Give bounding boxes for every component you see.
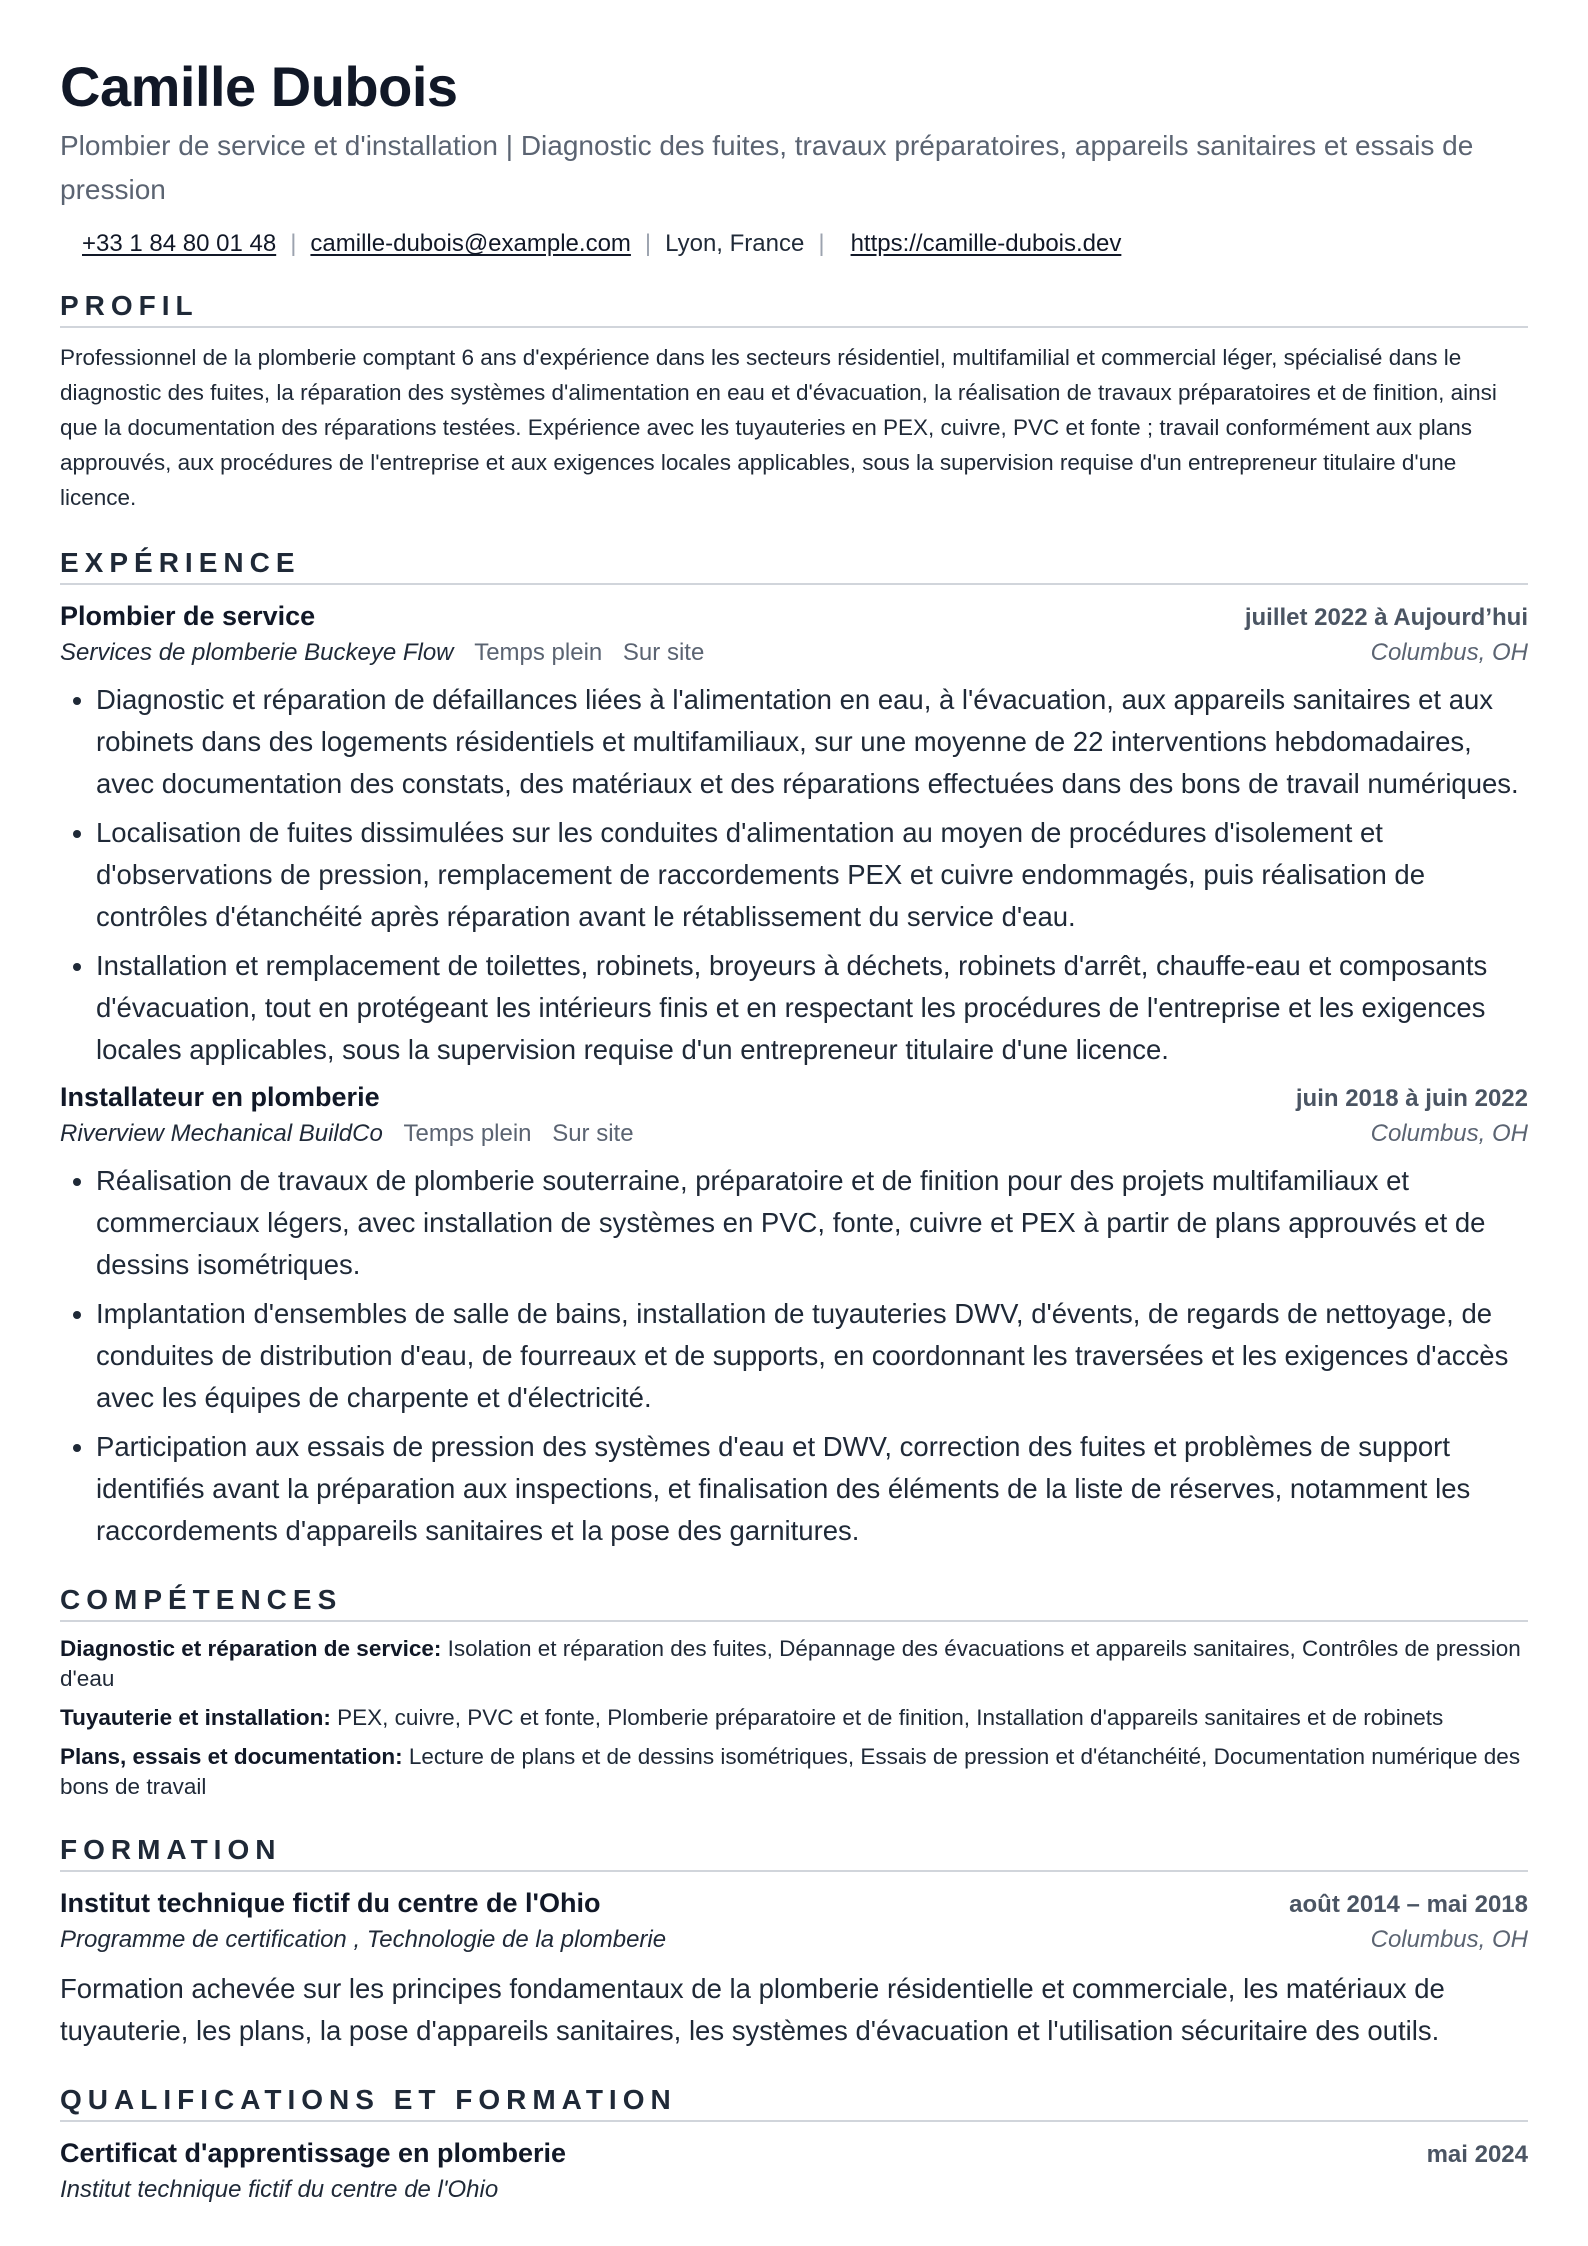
education-description: Formation achevée sur les principes fondamentaux de la plomberie résidentielle et commerciale, les matériaux de tuyauterie, les plans, la pose d'appareils sanitaires, les systèmes d'évacuation et l'utilisation sécuritaire des outils.	[60, 1973, 1445, 2046]
company-name: Riverview Mechanical BuildCo	[60, 1120, 383, 1147]
company-name: Services de plomberie Buckeye Flow	[60, 639, 454, 666]
bullet-item: • Participation aux essais de pression des systèmes d'eau et DWV, correction des fuites et problèmes de support identifiés avant la préparation aux inspections, et finalisation des éléments de la liste de réserves, notamment les raccordements d'appareils sanitaires et la pose des garnitures.	[96, 1426, 1528, 1552]
website-link[interactable]: https://camille-dubois.dev	[850, 230, 1122, 257]
job-entry	[60, 597, 1528, 1071]
job-location: Columbus, OH	[1370, 639, 1528, 666]
bullet-item: • Implantation d'ensembles de salle de bains, installation de tuyauteries DWV, d'évents, de regards de nettoyage, de conduites de distribution d'eau, de fourreaux et de supports, en coordonnant les traversées et les exigences d'accès avec les équipes de charpente et d'électricité.	[96, 1293, 1528, 1419]
skill-group-items: Lecture de plans et de dessins isométriques, Essais de pression et d'étanchéité, Documentation numérique des bons de travail	[60, 1744, 1521, 1799]
bullet-item: • Localisation de fuites dissimulées sur les conduites d'alimentation au moyen de procédures d'isolement et d'observations de pression, remplacement de raccordements PEX et cuivre endommagés, puis réalisation de contrôles d'étanchéité après réparation avant le rétablissement du service d'eau.	[96, 812, 1528, 938]
work-mode: Sur site	[622, 639, 705, 666]
skill-group	[60, 1634, 1528, 1694]
job-bullets	[60, 679, 1528, 1071]
profile-summary: Professionnel de la plomberie comptant 6 ans d'expérience dans les secteurs résidentiel, multifamilial et commercial léger, spécialisé dans le diagnostic des fuites, la réparation des systèmes d'alimentation en eau et d'évacuation, la réalisation de travaux préparatoires et de finition, ainsi que la documentation des réparations testées. Expérience avec les tuyauteries en PEX, cuivre, PVC et fonte ; travail conformément aux plans approuvés, aux procédures de l'entreprise et aux exigences locales applicables, sous la supervision requise d'un entrepreneur titulaire d'une licence.	[60, 345, 1497, 510]
employment-type: Temps plein	[474, 639, 603, 666]
qualification-entry	[60, 2134, 1528, 2208]
program-name: Programme de certification , Technologie de la plomberie	[60, 1926, 667, 1953]
section-title-profile: PROFIL	[60, 290, 1528, 328]
skill-group	[60, 1703, 1528, 1733]
job-dates: juillet 2022 à Aujourd’hui	[1244, 604, 1528, 631]
job-entry	[60, 1078, 1528, 1552]
candidate-name: Camille Dubois	[60, 55, 458, 118]
education-dates: août 2014 – mai 2018	[1289, 1891, 1528, 1918]
job-dates: juin 2018 à juin 2022	[1295, 1085, 1528, 1112]
job-location: Columbus, OH	[1370, 1120, 1528, 1147]
headline: Plombier de service et d'installation | Diagnostic des fuites, travaux préparatoires, appareils sanitaires et essais de pression	[60, 130, 1474, 205]
bullet-item: • Installation et remplacement de toilettes, robinets, broyeurs à déchets, robinets d'arrêt, chauffe-eau et composants d'évacuation, tout en protégeant les intérieurs finis et en respectant les procédures de l'entreprise et les exigences locales applicables, sous la supervision requise d'un entrepreneur titulaire d'une licence.	[96, 945, 1528, 1071]
bullet-item: • Réalisation de travaux de plomberie souterraine, préparatoire et de finition pour des projets multifamiliaux et commerciaux légers, avec installation de systèmes en PVC, fonte, cuivre et PEX à partir de plans approuvés et de dessins isométriques.	[96, 1160, 1528, 1286]
separator: |	[644, 230, 652, 257]
location: Lyon, France	[665, 230, 805, 257]
employment-type: Temps plein	[403, 1120, 532, 1147]
job-bullets	[60, 1160, 1528, 1552]
email-link[interactable]: camille-dubois@example.com	[310, 230, 631, 257]
skill-group	[60, 1742, 1528, 1802]
skill-group-label: Tuyauterie et installation:	[60, 1705, 331, 1730]
school-name: Institut technique fictif du centre de l'Ohio	[60, 1888, 601, 1918]
section-title-education: FORMATION	[60, 1834, 1528, 1872]
section-title-skills: COMPÉTENCES	[60, 1584, 1528, 1622]
education-location: Columbus, OH	[1370, 1926, 1528, 1953]
education-entry	[60, 1884, 1528, 2052]
work-mode: Sur site	[552, 1120, 634, 1147]
job-title: Installateur en plomberie	[60, 1082, 380, 1112]
bullet-item: • Diagnostic et réparation de défaillances liées à l'alimentation en eau, à l'évacuation, aux appareils sanitaires et aux robinets dans des logements résidentiels et multifamiliaux, sur une moyenne de 22 interventions hebdomadaires, avec documentation des constats, des matériaux et des réparations effectuées dans des bons de travail numériques.	[96, 679, 1528, 805]
separator: |	[818, 230, 825, 257]
job-title: Plombier de service	[60, 601, 316, 631]
skill-group-items: PEX, cuivre, PVC et fonte, Plomberie préparatoire et de finition, Installation d'appareils sanitaires et de robinets	[337, 1705, 1444, 1730]
skill-group-label: Plans, essais et documentation:	[60, 1744, 403, 1769]
skill-group-label: Diagnostic et réparation de service:	[60, 1636, 442, 1661]
phone-link[interactable]: +33 1 84 80 01 48	[82, 230, 277, 257]
skill-group-items: Isolation et réparation des fuites, Dépannage des évacuations et appareils sanitaires, Contrôles de pression d'eau	[60, 1636, 1521, 1691]
contact-line	[60, 230, 1528, 258]
qualification-name: Certificat d'apprentissage en plomberie	[60, 2138, 567, 2168]
section-title-qualifications: QUALIFICATIONS ET FORMATION	[60, 2084, 1528, 2122]
separator: |	[290, 230, 297, 257]
section-title-experience: EXPÉRIENCE	[60, 547, 1528, 585]
qualification-issuer: Institut technique fictif du centre de l'Ohio	[60, 2176, 499, 2203]
qualification-date: mai 2024	[1426, 2141, 1528, 2168]
